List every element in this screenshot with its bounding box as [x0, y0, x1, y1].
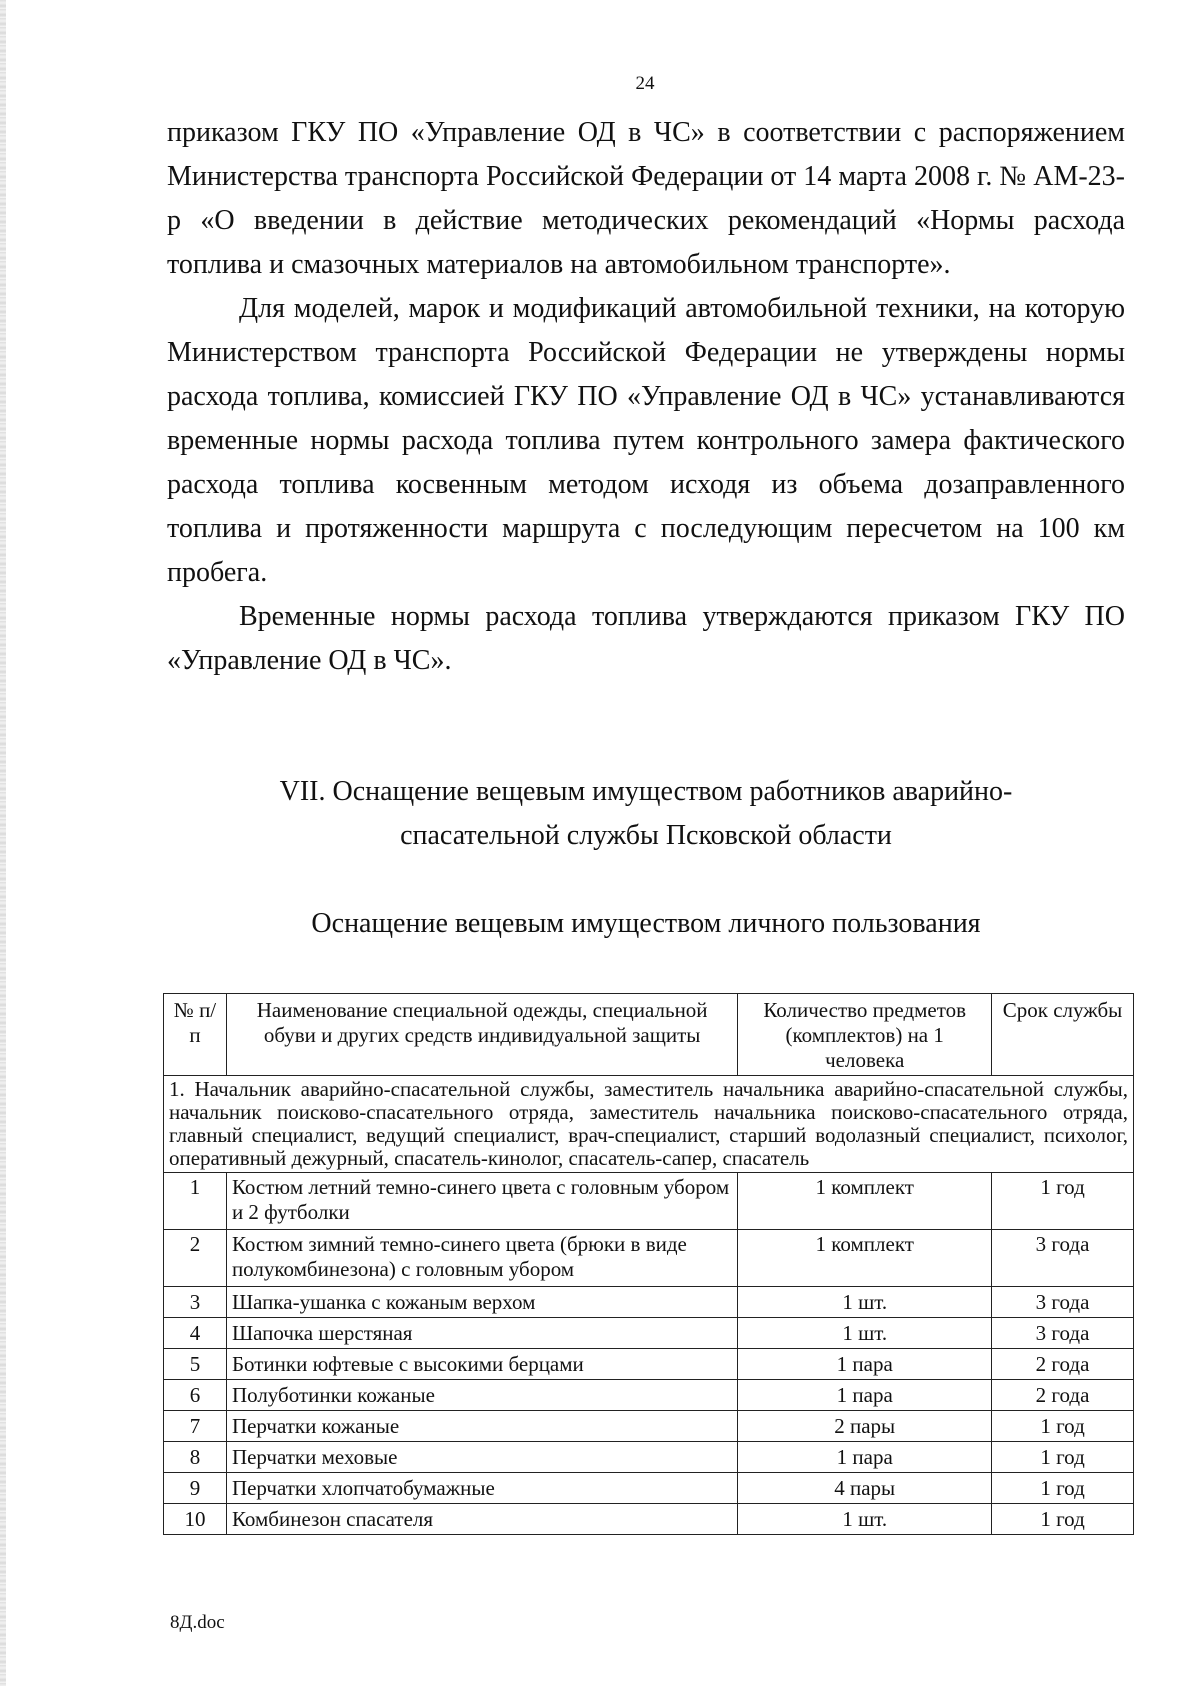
table-row — [164, 1411, 1134, 1442]
paragraph-1: приказом ГКУ ПО «Управление ОД в ЧС» в соответствии с распоряжением Министерства транспорта Российской Федерации от 14 марта 2008 г. № АМ-23-р «О введении в действие методических рекомендаций «Нормы расхода топлива и смазочных материалов на автомобильном транспорте». — [167, 117, 1125, 280]
table-row — [164, 1318, 1134, 1349]
cell-term: 1 год — [992, 1504, 1134, 1535]
cell-qty: 1 комплект — [738, 1230, 992, 1287]
cell-num: 5 — [164, 1349, 227, 1380]
paragraph-3: Временные нормы расхода топлива утверждаются приказом ГКУ ПО «Управление ОД в ЧС». — [167, 601, 1125, 676]
cell-name: Шапочка шерстяная — [226, 1318, 737, 1349]
cell-qty: 4 пары — [738, 1473, 992, 1504]
cell-num: 7 — [164, 1411, 227, 1442]
group-row — [164, 1076, 1134, 1173]
header-num: № п/п — [164, 994, 227, 1076]
cell-name: Комбинезон спасателя — [226, 1504, 737, 1535]
cell-qty: 1 шт. — [738, 1504, 992, 1535]
cell-term: 1 год — [992, 1411, 1134, 1442]
table-row — [164, 1473, 1134, 1504]
cell-name: Перчатки кожаные — [226, 1411, 737, 1442]
cell-name: Шапка-ушанка с кожаным верхом — [226, 1287, 737, 1318]
section-title-line-2: спасательной службы Псковской области — [400, 820, 892, 851]
table-row — [164, 1173, 1134, 1230]
table-row — [164, 1230, 1134, 1287]
cell-term: 3 года — [992, 1287, 1134, 1318]
footer-filename: 8Д.doc — [170, 1612, 225, 1633]
cell-num: 4 — [164, 1318, 227, 1349]
paragraph-2: Для моделей, марок и модификаций автомобильной техники, на которую Министерством транспорта Российской Федерации не утверждены нормы расхода топлива, комиссией ГКУ ПО «Управление ОД в ЧС» устанавливаются временные нормы расхода топлива путем контрольного замера фактического расхода топлива косвенным методом исходя из объема дозаправленного топлива и протяженности маршрута с последующим пересчетом на 100 км пробега. — [167, 293, 1125, 588]
cell-num: 2 — [164, 1230, 227, 1287]
cell-qty: 1 шт. — [738, 1287, 992, 1318]
cell-qty: 1 комплект — [738, 1173, 992, 1230]
cell-term: 3 года — [992, 1230, 1134, 1287]
cell-term: 1 год — [992, 1473, 1134, 1504]
table-row — [164, 1504, 1134, 1535]
header-name: Наименование специальной одежды, специальной обуви и других средств индивидуальной защиты — [226, 994, 737, 1076]
cell-name: Костюм зимний темно-синего цвета (брюки в виде полукомбинезона) с головным убором — [226, 1230, 737, 1287]
table-row — [164, 1287, 1134, 1318]
cell-term: 2 года — [992, 1380, 1134, 1411]
cell-qty: 1 пара — [738, 1380, 992, 1411]
cell-num: 8 — [164, 1442, 227, 1473]
cell-name: Ботинки юфтевые с высокими берцами — [226, 1349, 737, 1380]
table-header-row — [164, 994, 1134, 1076]
header-term: Срок службы — [992, 994, 1134, 1076]
cell-qty: 2 пары — [738, 1411, 992, 1442]
cell-num: 10 — [164, 1504, 227, 1535]
table-row — [164, 1442, 1134, 1473]
body-text — [167, 111, 1125, 683]
cell-name: Перчатки меховые — [226, 1442, 737, 1473]
cell-qty: 1 шт. — [738, 1318, 992, 1349]
cell-name: Полуботинки кожаные — [226, 1380, 737, 1411]
cell-name: Костюм летний темно-синего цвета с головным убором и 2 футболки — [226, 1173, 737, 1230]
cell-term: 1 год — [992, 1173, 1134, 1230]
header-qty: Количество предметов (комплектов) на 1 человека — [738, 994, 992, 1076]
table-row — [164, 1380, 1134, 1411]
table-caption: Оснащение вещевым имуществом личного пользования — [311, 908, 981, 939]
cell-qty: 1 пара — [738, 1442, 992, 1473]
cell-qty: 1 пара — [738, 1349, 992, 1380]
group-row-text: 1. Начальник аварийно-спасательной службы, заместитель начальника аварийно-спасательной службы, начальник поисково-спасательного отряда, заместитель начальника поисково-спасательного отряда, главный специалист, ведущий специалист, врач-специалист, старший водолазный специалист, психолог, оперативный дежурный, спасатель-кинолог, спасатель-сапер, спасатель — [164, 1076, 1134, 1173]
cell-term: 2 года — [992, 1349, 1134, 1380]
cell-term: 3 года — [992, 1318, 1134, 1349]
section-title-line-1: VII. Оснащение вещевым имуществом работников аварийно- — [279, 776, 1013, 807]
table-row — [164, 1349, 1134, 1380]
equipment-table — [163, 993, 1134, 1535]
cell-num: 3 — [164, 1287, 227, 1318]
section-title — [167, 770, 1125, 858]
cell-num: 1 — [164, 1173, 227, 1230]
cell-num: 6 — [164, 1380, 227, 1411]
cell-name: Перчатки хлопчатобумажные — [226, 1473, 737, 1504]
page-number: 24 — [635, 73, 655, 94]
cell-term: 1 год — [992, 1442, 1134, 1473]
cell-num: 9 — [164, 1473, 227, 1504]
scan-edge — [0, 0, 6, 1686]
